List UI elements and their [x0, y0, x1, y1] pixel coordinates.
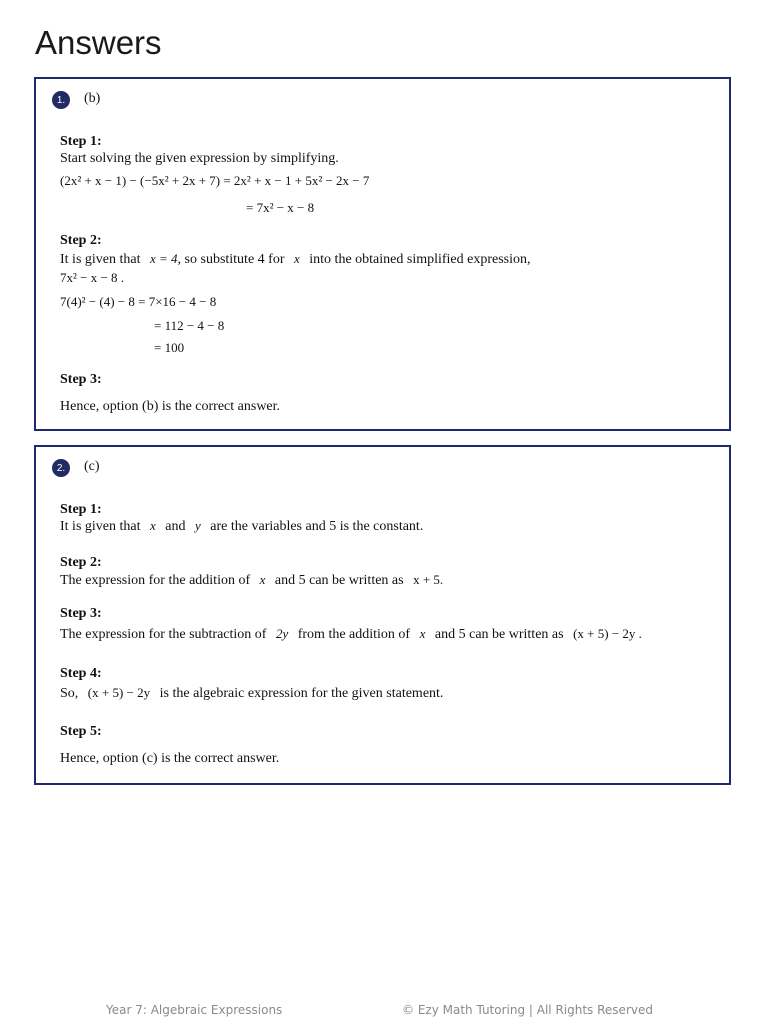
step-text: [60, 685, 443, 702]
text-segment: is the algebraic expression for the given statement.: [159, 686, 444, 701]
math-var: x: [294, 251, 300, 266]
text-segment: and 5 can be written as: [434, 627, 564, 642]
step-label: Step 3:: [60, 606, 102, 621]
text-segment: and: [165, 519, 186, 534]
step-text: [60, 572, 443, 589]
equation-line: 7(4)² − (4) − 8 = 7×16 − 4 − 8: [60, 294, 217, 309]
step-label: Step 1:: [60, 134, 102, 149]
text-segment: and 5 can be written as: [274, 573, 404, 588]
question-number-badge: 1.: [52, 91, 70, 109]
equation-line: = 7x² − x − 8: [246, 200, 315, 215]
answer-box-1: [34, 77, 731, 431]
answer-option: (c): [84, 459, 100, 474]
step-label: Step 1:: [60, 502, 102, 517]
math-var: x: [150, 518, 156, 533]
math-var: x: [259, 572, 266, 587]
text-segment: The expression for the subtraction of: [60, 627, 267, 642]
step-label: Step 5:: [60, 724, 102, 739]
step-label: Step 4:: [60, 666, 102, 681]
answer-option: (b): [84, 91, 101, 106]
step-text: Start solving the given expression by simplifying.: [60, 151, 339, 166]
math-var: y: [195, 518, 201, 533]
step-text: [60, 518, 423, 535]
equation-line: (2x² + x − 1) − (−5x² + 2x + 7) = 2x² + x − 1 + 5x² − 2x − 7: [60, 173, 370, 188]
answer-box-2: [34, 445, 731, 785]
step-text: [60, 626, 642, 643]
text-segment: from the addition of: [297, 627, 411, 642]
question-number-badge: 2.: [52, 459, 70, 477]
step-text: Hence, option (b) is the correct answer.: [60, 399, 281, 414]
equation-line: = 100: [154, 340, 185, 355]
text-segment: The expression for the addition of: [60, 573, 251, 588]
text-segment: , so substitute 4 for: [177, 252, 285, 267]
math-expression: (x + 5) − 2y: [87, 685, 151, 700]
equation-line: 7x² − x − 8 .: [60, 270, 125, 285]
equation-line: = 112 − 4 − 8: [154, 318, 225, 333]
step-label: Step 2:: [60, 555, 102, 570]
text-segment: So,: [60, 686, 79, 701]
step-label: Step 2:: [60, 233, 102, 248]
text-segment: into the obtained simplified expression,: [309, 252, 531, 267]
math-var: x: [419, 626, 426, 641]
math-expression: (x + 5) − 2y .: [573, 626, 642, 641]
page-title: Answers: [35, 24, 162, 61]
text-segment: are the variables and 5 is the constant.: [210, 519, 424, 534]
step-label: Step 3:: [60, 372, 102, 387]
math-var: x = 4: [150, 251, 178, 266]
math-expression: x + 5.: [413, 572, 444, 587]
step-text: Hence, option (c) is the correct answer.: [60, 751, 280, 766]
footer-left: Year 7: Algebraic Expressions: [106, 1003, 283, 1017]
text-segment: It is given that: [60, 252, 141, 267]
text-segment: It is given that: [60, 519, 141, 534]
footer-right: © Ezy Math Tutoring | All Rights Reserved: [402, 1003, 653, 1017]
math-var: 2y: [275, 626, 289, 641]
step-text: [60, 251, 531, 268]
